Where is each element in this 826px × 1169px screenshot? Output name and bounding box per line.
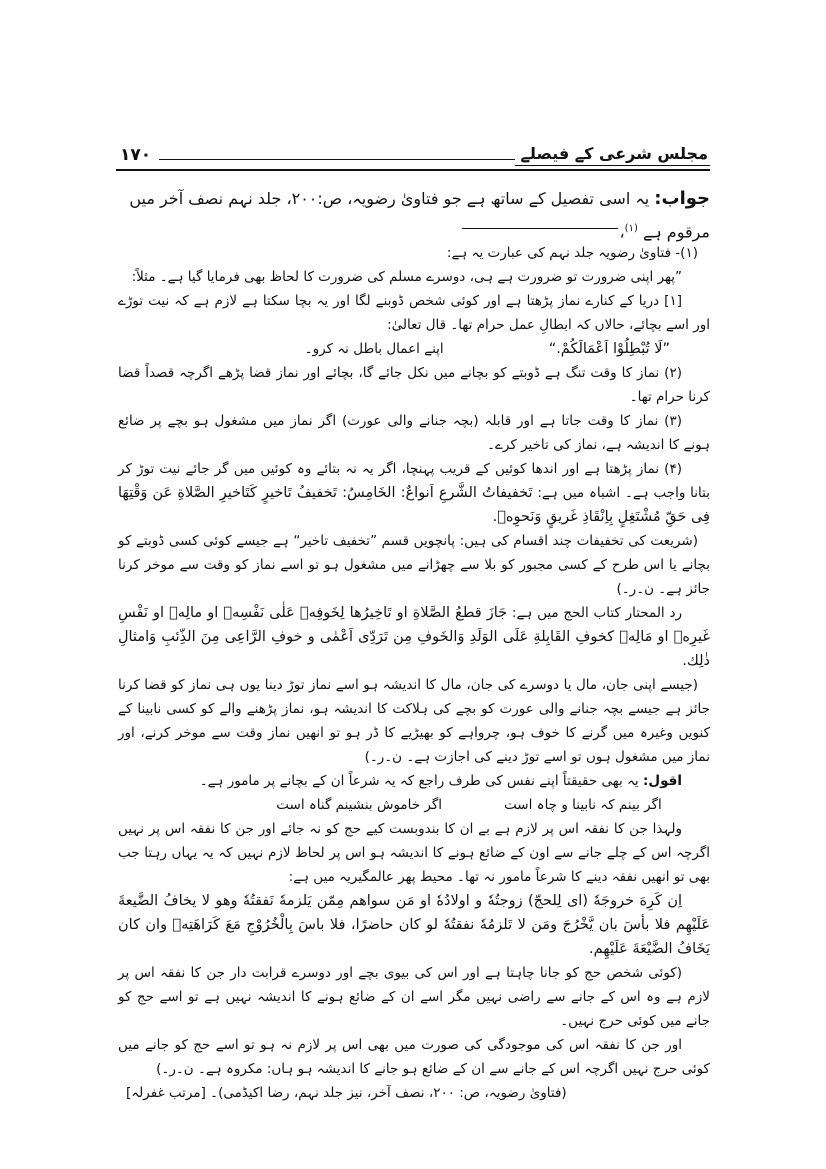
answer-trailing-comma: ، (619, 222, 625, 242)
raddulmuhtar-urdu: رد المحتار کتاب الحج میں ہے: (507, 605, 682, 621)
aqool-label: اقول: (642, 773, 682, 789)
footnote-example-4 (118, 457, 710, 529)
quran-verse: ”لَا تُبْطِلُوْا اَعْمَالَكُمْ.“ (548, 341, 670, 357)
quran-translation: اپنے اعمال باطل نہ کرو۔ (304, 341, 444, 357)
footnote-reference: (۱) (624, 223, 638, 234)
footnote-example-2: (۲) نماز کا وقت تنگ ہے ڈوبتے کو بچانے میں نکل جائے گا، بچائے اور نماز قضا پڑھے اگرچہ قصداً قضا کرنا حرام تھا۔ (118, 365, 710, 405)
raddulmuhtar-paragraph (118, 601, 710, 673)
aqool-text: یہ بھی حقیقتاً اپنے نفس کی طرف راجع کہ یہ شرعاً ان کے بچانے پر مامور ہے۔ (199, 773, 643, 789)
answer-paragraph (118, 184, 710, 247)
footnote-quote-opening: ”پھر اپنی ضرورت تو ضرورت ہے ہی، دوسرے مسلم کی ضرورت کا لحاظ بھی فرمایا گیا ہے۔ مثلاً: (131, 269, 682, 285)
ashbah-arabic-quote: تَخفیفاتُ الشَّرعِ اَنواعٌ: الخَامِسُ: تَخفیفُ تَاخیرٍ كَتَاخیرِ الصَّلاةِ عَن وَقْتِهَا فِی حَقِّ مُشْتَغِلٍ بِاِنْقَاذِ غَریقٍ وَنَحوِهٖ. (118, 485, 710, 525)
alamgiri-translation-1: (کوئی شخص حج کو جانا چاہتا ہے اور اس کی بیوی بچے اور دوسرے قرابت دار جن کا نفقہ اس پر لازم ہے وہ اس کے جانے سے راضی نہیں مگر اسے ان کے ضائع ہونے کا اندیشہ نہیں ہے تو اسے حج کو جانے میں کوئی حرج نہیں۔ (118, 965, 710, 1029)
persian-verse-row (173, 793, 765, 817)
source-attribution: (فتاویٰ رضویہ، ص: ۲۰۰، نصف آخر، نیز جلد نہم، رضا اکیڈمی)۔ [مرتب غفرلہ] (126, 1085, 567, 1101)
aqool-paragraph (118, 769, 710, 793)
alamgiri-arabic-quote: اِن كَرِهَ خروجَهٗ (ای لِلحجّ) زوجتُهٗ و اولادُهٗ او مَن سواهم مِمّن یَلزمهٗ نَفقتُهٗ وهو لا یخافُ الضَّیعةَ عَلَیْهِم فلا بأسَ بان یَّخْرُجَ ومَن لا تَلزمُهٗ نفقتُهٗ لو كان حاضرًا، فلا باسَ بِالْخُرُوْجِ مَعَ كَرَاهَتِهٖ وان كان یَخَافُ الضَّیْعَةَ عَلَیْهِم. (118, 893, 710, 957)
raddulmuhtar-arabic-quote: جَازَ قطعُ الصَّلاةِ او تَاخِیرُها لِخَوفِهٖ عَلٰی نَفْسِهٖ او مالِهٖ او نَفْسِ غَیرِهٖ او مَالِهٖ كخوفِ القَابِلةِ عَلَی الوَلَدِ وَالخَوفِ مِن تَرَدِّی اَعْمٰی و خوفِ الرَّاعِی مِنَ الذِّئبِ وَامثالِ ذٰلِك. (118, 605, 710, 669)
footnote-block (118, 241, 710, 1105)
page-number: ۱۷۰ (120, 145, 152, 165)
answer-label: جواب: (654, 188, 710, 209)
lihaza-paragraph: ولہذا جن کا نفقہ اس پر لازم ہے بے ان کا بندوبست کیے حج کو نہ جائے اور جن کا نفقہ اس پر نہیں اگرچہ اس کے چلے جانے سے اون کے ضائع ہونے کا اندیشہ ہو اس پر لحاظ لازم نہیں کہ یہ یہاں رہتا جب بھی تو انھیں نفقہ دینے کا شرعاً مامور نہ تھا۔ محیط پھر عالمگیریہ میں ہے: (118, 821, 710, 885)
page-title: مجلس شرعی کے فیصلے (515, 144, 710, 166)
answer-text: یہ اسی تفصیل کے ساتھ ہے جو فتاویٰ رضویہ، ص:۲۰۰، جلد نہم نصف آخر میں مرقوم ہے (129, 189, 710, 242)
footnote-separator (462, 228, 618, 229)
persian-verse-first-hemistich: اگر بینم کہ نابینا و چاہ است (504, 797, 662, 813)
alamgiri-translation-2: اور جن کا نفقہ اس کی موجودگی کی صورت میں بھی اس پر لازم نہ ہو تو اسے حج کو جانے میں کوئی حرج نہیں اگرچہ اس کے جانے سے ان کے ضائع ہو جانے کا اندیشہ ہو ہاں: مکروہ ہے۔ ن۔ر۔) (118, 1037, 710, 1077)
quran-verse-row (118, 337, 710, 361)
ashbah-translation: (شریعت کی تخفیفات چند اقسام کی ہیں: پانچویں قسم ”تخفیف تاخیر“ ہے جیسے کوئی کسی ڈوبتے کو بچانے یا اس طرح کے کسی مجبور کو بلا سے چھڑانے میں مشغول ہو تو اسے نماز کو وقت سے موخر کرنا جائز ہے۔ ن۔ر۔) (118, 533, 710, 597)
header-rule (159, 158, 514, 160)
page-header (116, 144, 710, 171)
raddulmuhtar-translation: (جیسے اپنی جان، مال یا دوسرے کی جان، مال کا اندیشہ ہو اسے نماز توڑ دینا یوں ہی نماز کو قضا کرنا جائز ہے جیسے بچہ جنانے والی عورت کو بچے کی ہلاکت کا اندیشہ ہو، نماز پڑھنے والے کو کسی نابینا کے کنویں وغیرہ میں گرنے کا خوف ہو، چرواہے کو بھیڑیے کا ڈر ہو تو انھیں نماز وقت سے موخر کرنے، اور نماز میں مشغول ہوں تو اسے توڑ دینے کی اجازت ہے۔ ن۔ر۔) (118, 677, 710, 765)
footnote-intro: (۱)- فتاویٰ رضویہ جلد نہم کی عبارت یہ ہے: (446, 245, 698, 261)
persian-verse-second-hemistich: اگر خاموش بنشینم گناہ است (276, 797, 443, 813)
header-rule-bottom (116, 169, 710, 171)
footnote-example-4-urdu: (۴) نماز پڑھتا ہے اور اندھا کوئیں کے قریب پہنچا، اگر یہ نہ بتائے وہ کوئیں میں گر جائے نیت توڑ کر بتانا واجب ہے۔ اشباہ میں ہے: (118, 461, 710, 501)
footnote-example-1: [۱] دریا کے کنارے نماز پڑھتا ہے اور کوئی شخص ڈوبنے لگا اور یہ بچا سکتا ہے لازم ہے کہ نیت توڑے اور اسے بچائے، حالاں کہ ابطالِ عمل حرام تھا۔ قال تعالیٰ: (118, 293, 710, 333)
footnote-example-3: (۳) نماز کا وقت جاتا ہے اور قابلہ (بچہ جنانے والی عورت) اگر نماز میں مشغول ہو بچے پر ضائع ہونے کا اندیشہ ہے، نماز کی تاخیر کرے۔ (118, 413, 710, 453)
